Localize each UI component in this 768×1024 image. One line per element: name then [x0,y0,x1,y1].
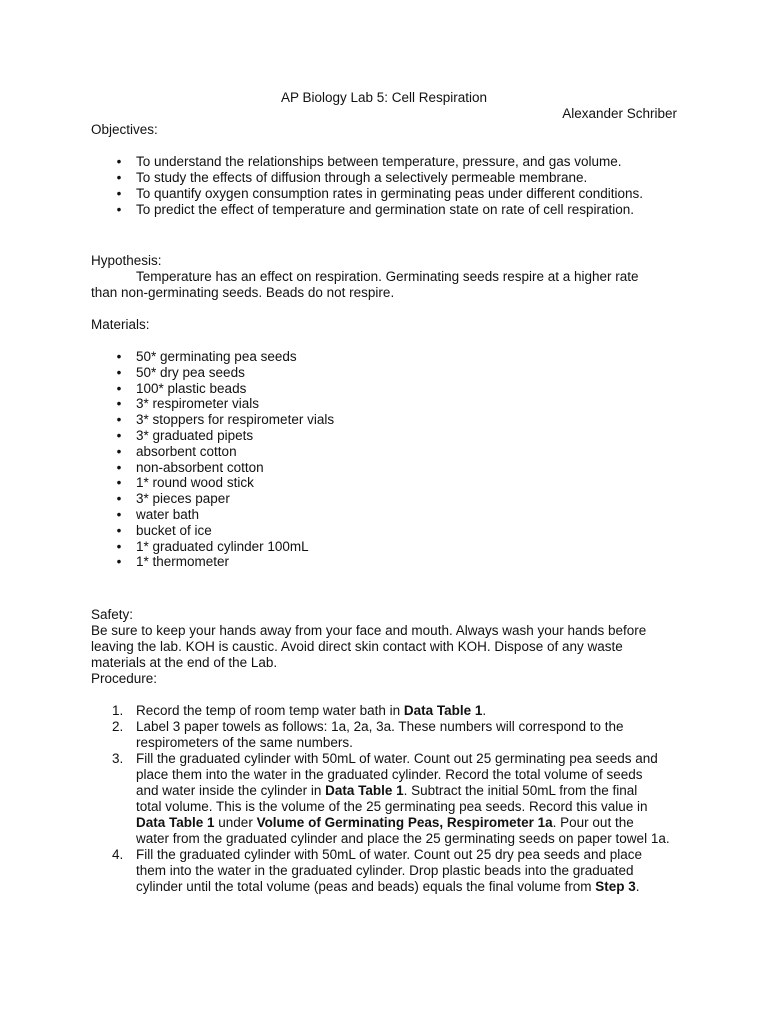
list-item: • 3* pieces paper [91,491,334,507]
bullet-icon: • [116,364,122,380]
hypothesis-text-line-2: than non-germinating seeds. Beads do not respire. [91,285,395,300]
list-item: • To study the effects of diffusion through a selectively permeable membrane. [91,170,643,186]
bullet-icon: • [116,522,122,538]
list-item: • 3* stoppers for respirometer vials [91,412,334,428]
list-item: • 1* thermometer [91,554,334,570]
list-item: • To predict the effect of temperature and germination state on rate of cell respiration. [91,202,643,218]
document-title: AP Biology Lab 5: Cell Respiration [280,90,488,105]
safety-text-line-3: materials at the end of the Lab. [91,655,278,670]
bullet-icon: • [116,202,122,217]
list-item: • 1* round wood stick [91,475,334,491]
bullet-icon: • [116,349,122,364]
bullet-icon: • [116,154,122,169]
bullet-icon: • [116,170,122,185]
bullet-icon: • [116,538,122,554]
procedure-step-3-line-6: water from the graduated cylinder and place the 25 germinating seeds on paper towel 1a. [136,831,670,846]
procedure-step-3-line-5: Data Table 1 under Volume of Germinating Peas, Respirometer 1a. Pour out the [136,815,634,830]
bullet-icon: • [116,475,122,491]
safety-text-line-2: leaving the lab. KOH is caustic. Avoid direct skin contact with KOH. Dispose of any waste [91,639,623,654]
list-item: • 3* graduated pipets [91,428,334,444]
bullet-icon: • [116,396,122,412]
procedure-step-2-line-2: respirometers of the same numbers. [136,735,353,750]
bullet-icon: • [116,186,122,201]
procedure-step-3-line-3: and water inside the cylinder in Data Table 1. Subtract the initial 50mL from the final [136,783,638,798]
procedure-step-4-line-3: cylinder until the total volume (peas and beads) equals the final volume from Step 3. [136,879,640,894]
list-item: • absorbent cotton [91,444,334,460]
bullet-icon: • [116,427,122,443]
list-item: • 50* germinating pea seeds [91,349,334,365]
procedure-step-3-line-2: place them into the water in the graduated cylinder. Record the total volume of seeds [136,767,643,782]
bullet-icon: • [116,412,122,428]
bullet-icon: • [116,459,122,475]
bullet-icon: • [116,554,122,570]
list-item: • bucket of ice [91,523,334,539]
step-number: 1. [112,703,124,718]
procedure-step-4-line-1: Fill the graduated cylinder with 50mL of water. Count out 25 dry pea seeds and place [136,847,643,862]
bullet-icon: • [116,443,122,459]
list-item: • 3* respirometer vials [91,396,334,412]
hypothesis-text-line-1: Temperature has an effect on respiration. Germinating seeds respire at a higher rate [136,269,639,284]
author-name: Alexander Schriber [562,106,677,121]
objectives-list [91,154,643,218]
materials-list [91,349,334,570]
list-item: • non-absorbent cotton [91,460,334,476]
list-item: • 100* plastic beads [91,381,334,397]
step-number: 4. [112,847,124,862]
procedure-step-3-line-1: Fill the graduated cylinder with 50mL of water. Count out 25 germinating pea seeds and [136,751,658,766]
safety-text-line-1: Be sure to keep your hands away from your face and mouth. Always wash your hands before [91,623,647,638]
procedure-step-1: Record the temp of room temp water bath in Data Table 1. [136,703,487,718]
procedure-heading: Procedure: [91,671,158,686]
bullet-icon: • [116,491,122,507]
list-item: • 50* dry pea seeds [91,365,334,381]
materials-heading: Materials: [91,317,150,332]
objectives-heading: Objectives: [91,122,158,137]
hypothesis-heading: Hypothesis: [91,253,162,268]
bullet-icon: • [116,506,122,522]
list-item: • 1* graduated cylinder 100mL [91,539,334,555]
list-item: • To quantify oxygen consumption rates in germinating peas under different conditions. [91,186,643,202]
step-number: 3. [112,751,124,766]
bullet-icon: • [116,380,122,396]
procedure-step-2-line-1: Label 3 paper towels as follows: 1a, 2a, 3a. These numbers will correspond to the [136,719,624,734]
procedure-step-3-line-4: total volume. This is the volume of the 25 germinating pea seeds. Record this value in [136,799,648,814]
list-item: • To understand the relationships between temperature, pressure, and gas volume. [91,154,643,170]
procedure-step-4-line-2: them into the water in the graduated cylinder. Drop plastic beads into the graduated [136,863,634,878]
list-item: • water bath [91,507,334,523]
safety-heading: Safety: [91,607,134,622]
step-number: 2. [112,719,124,734]
